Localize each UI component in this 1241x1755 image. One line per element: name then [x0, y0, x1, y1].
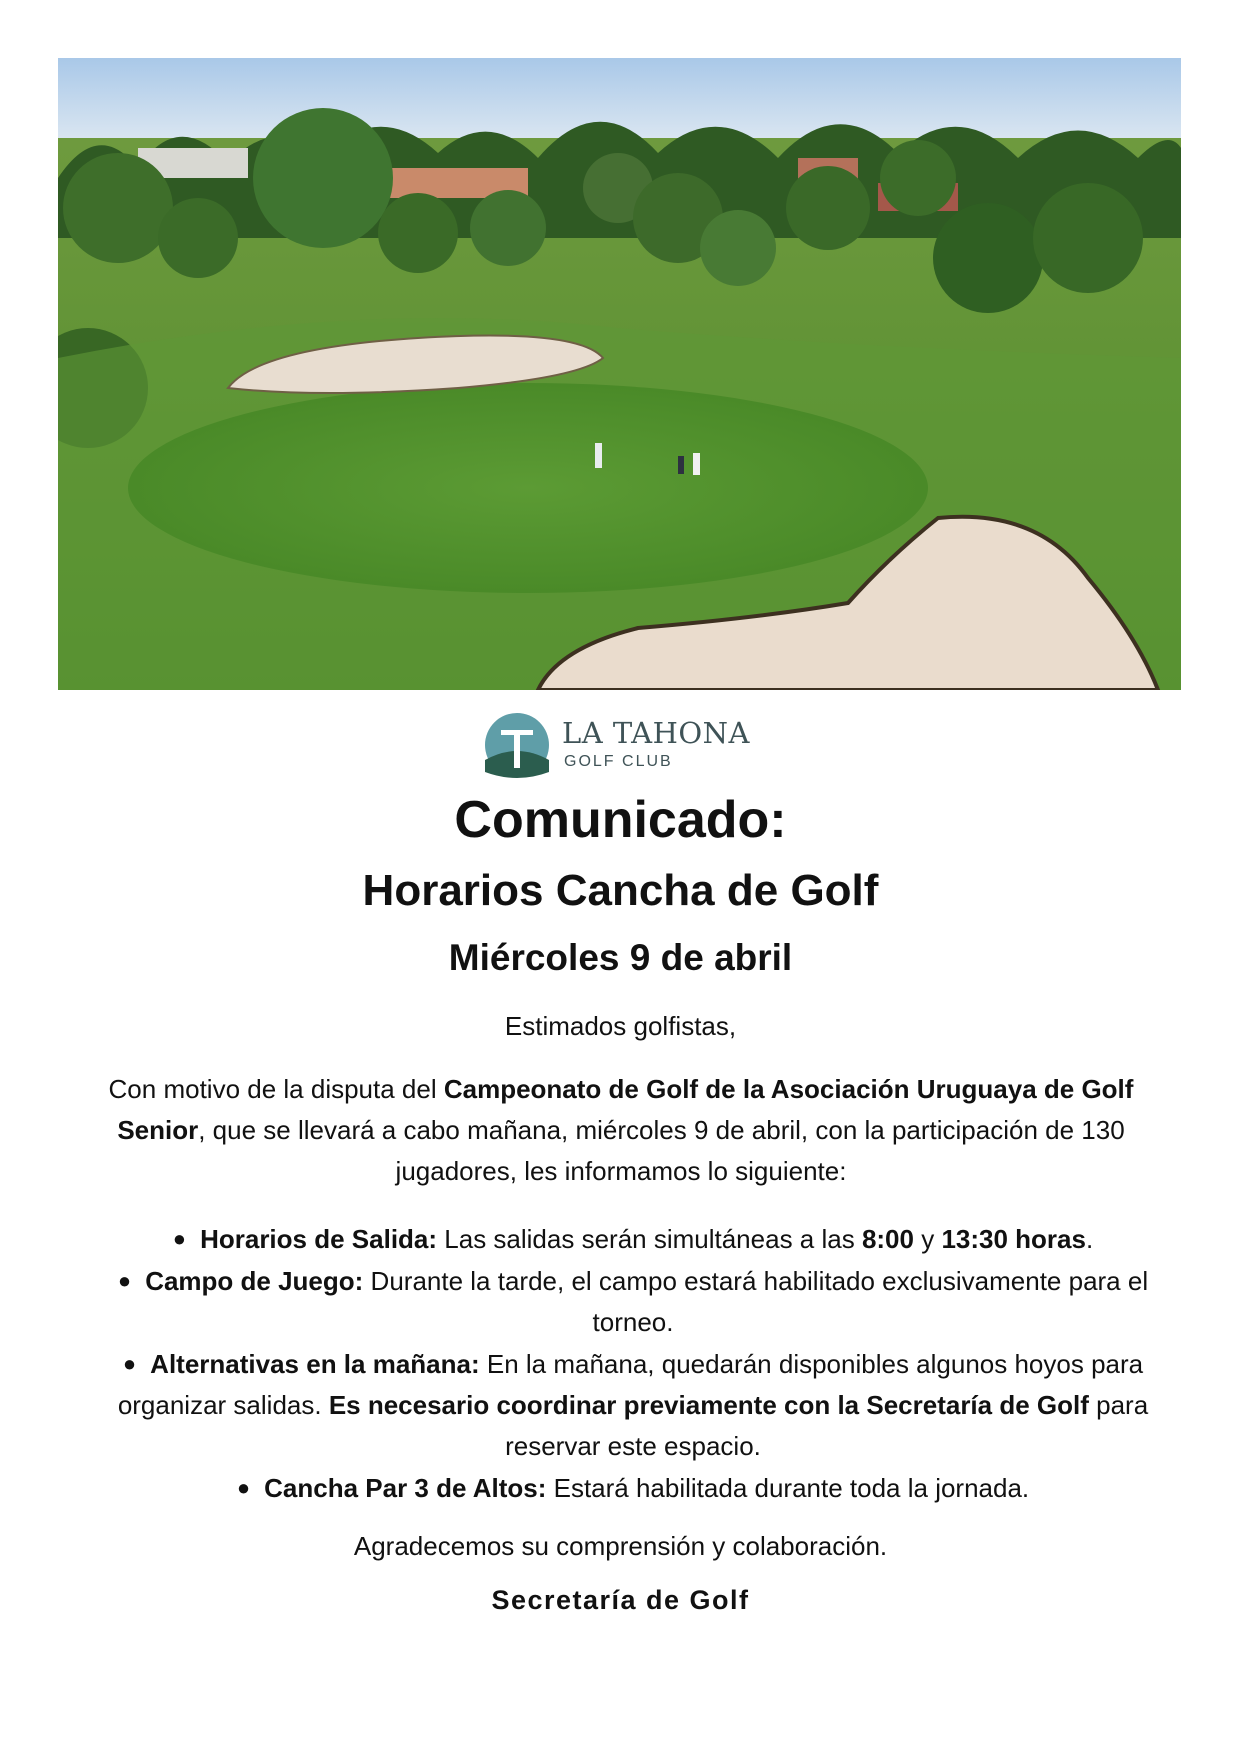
item-label: Cancha Par 3 de Altos:	[264, 1473, 547, 1503]
item-text: para reservar este espacio.	[505, 1390, 1149, 1461]
bullet-icon: ●	[117, 1268, 132, 1293]
item-label: Horarios de Salida:	[200, 1224, 438, 1254]
item-text: Durante la tarde, el campo estará habilitado exclusivamente para el torneo.	[363, 1266, 1149, 1337]
signature: Secretaría de Golf	[491, 1585, 750, 1615]
logo-badge-icon	[481, 712, 553, 778]
list-item	[90, 1467, 1176, 1509]
thanks-line: Agradecemos su comprensión y colaboración.	[353, 1531, 888, 1561]
la-tahona-logo	[481, 712, 771, 778]
item-text: Las salidas serán simultáneas a las	[437, 1224, 862, 1254]
item-bold-note: Es necesario coordinar previamente con la Secretaría de Golf	[328, 1390, 1089, 1420]
page-title: Comunicado:	[454, 791, 787, 849]
item-text: y	[913, 1224, 942, 1254]
list-item	[90, 1218, 1176, 1260]
item-bold-time-1: 8:00	[861, 1224, 914, 1254]
item-text: .	[1085, 1224, 1094, 1254]
item-text: Estará habilitada durante toda la jornada.	[546, 1473, 1030, 1503]
event-date: Miércoles 9 de abril	[448, 937, 793, 978]
bullet-icon: ●	[122, 1351, 137, 1376]
logo-subtitle: GOLF CLUB	[564, 753, 673, 770]
intro-text-1: Con motivo de la disputa del	[108, 1074, 444, 1104]
info-list	[90, 1218, 1176, 1509]
item-label: Campo de Juego:	[145, 1266, 364, 1296]
intro-text-2: , que se llevará a cabo mañana, miércoles 9 de abril, con la participación de 130 jugadores, les informamos lo siguiente:	[198, 1115, 1125, 1186]
list-item	[90, 1343, 1176, 1467]
logo-name: LA TAHONA	[562, 716, 751, 750]
item-text: En la mañana, quedarán disponibles algunos hoyos para organizar salidas.	[117, 1349, 1144, 1420]
item-label: Alternativas en la mañana:	[150, 1349, 480, 1379]
bullet-icon: ●	[172, 1226, 187, 1251]
golf-course-photo	[58, 58, 1181, 690]
bullet-icon: ●	[236, 1475, 251, 1500]
page-subtitle: Horarios Cancha de Golf	[362, 866, 879, 915]
tournament-name: Campeonato de Golf de la Asociación Uruguaya de Golf Senior	[117, 1074, 1134, 1145]
item-bold-time-2: 13:30 horas	[941, 1224, 1086, 1254]
list-item	[90, 1260, 1176, 1343]
intro-paragraph	[66, 1069, 1176, 1192]
greeting: Estimados golfistas,	[504, 1011, 737, 1041]
